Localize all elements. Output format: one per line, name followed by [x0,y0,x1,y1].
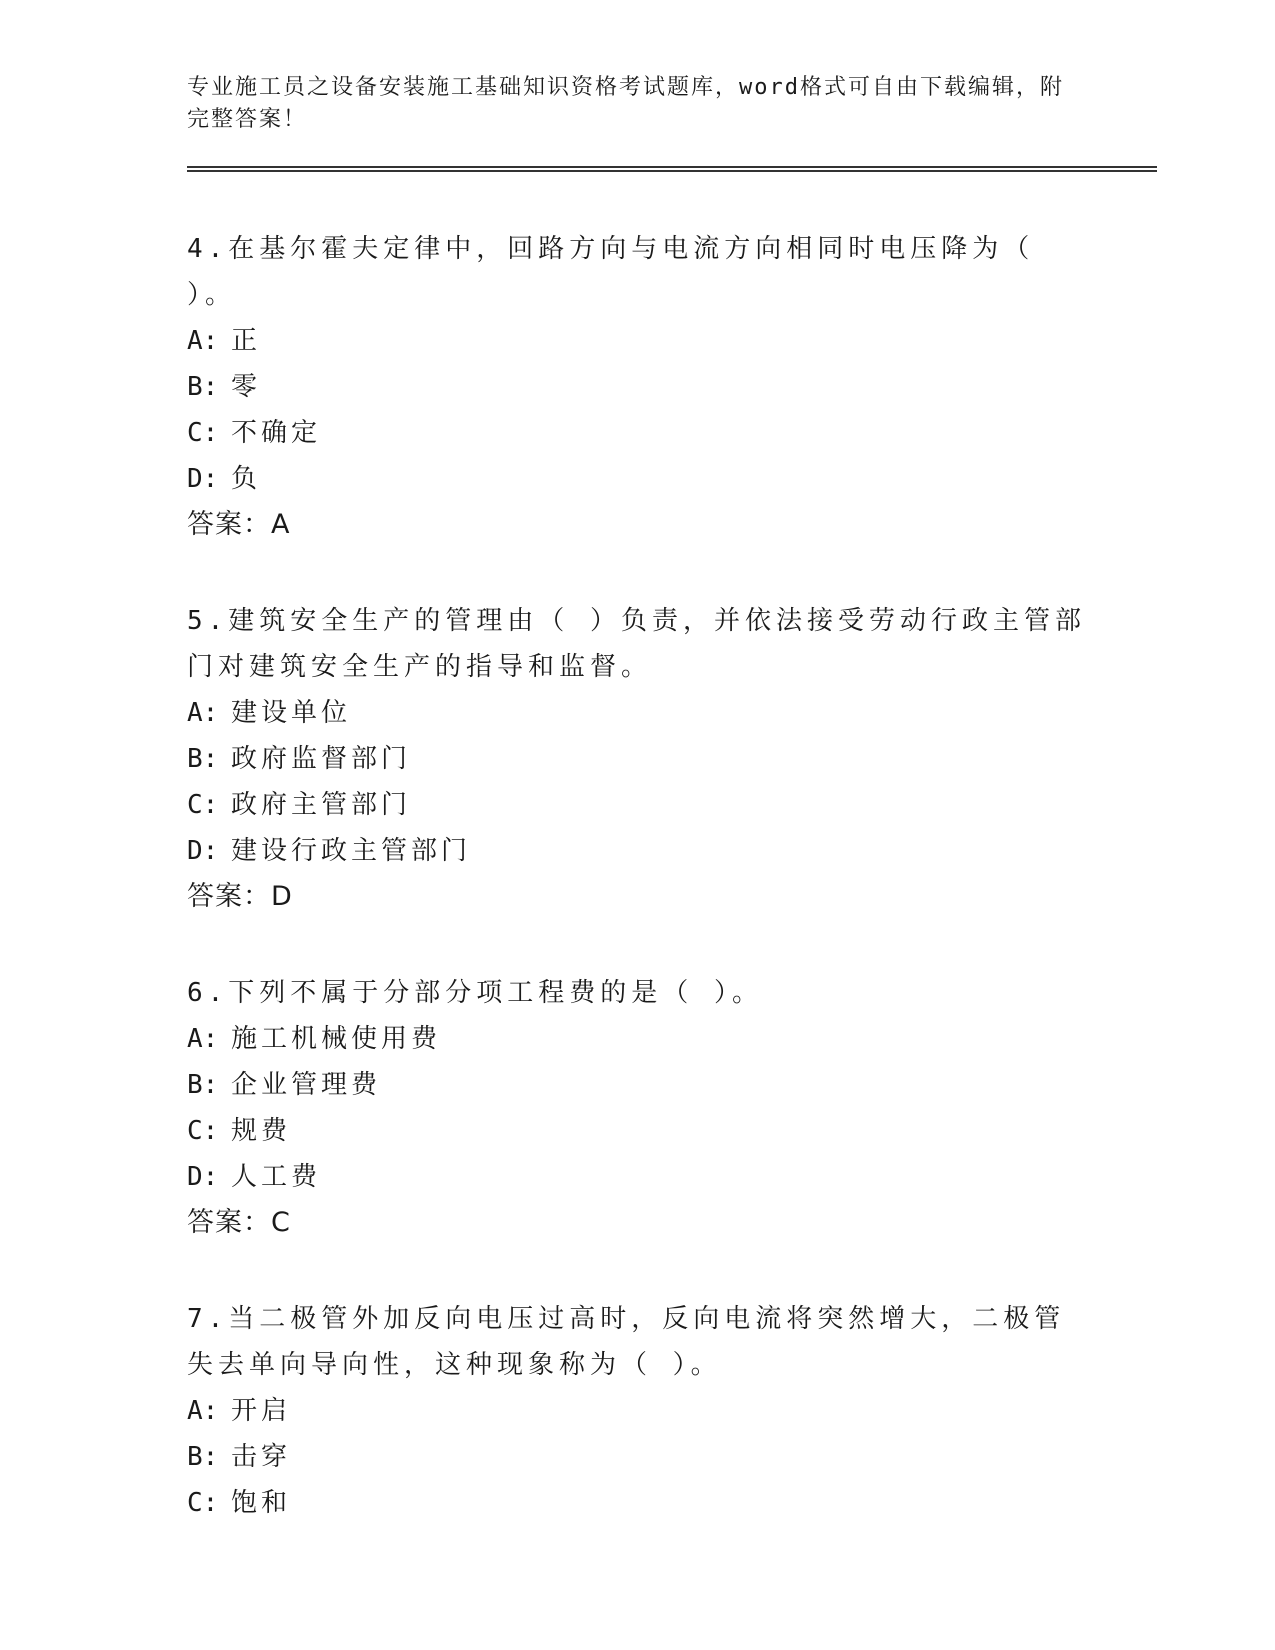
option-text: 政府监督部门 [231,744,412,774]
option-key: B: [187,1442,219,1472]
question-6 [187,970,1157,1246]
option-key: A: [187,1024,219,1054]
question-5 [187,598,1157,920]
answer-line: 答案：D [187,881,293,912]
option-b [187,364,1157,410]
option-text: 开启 [231,1396,292,1426]
option-a [187,318,1157,364]
option-c [187,782,1157,828]
option-text: 饱和 [231,1488,292,1518]
option-b [187,736,1157,782]
option-key: D: [187,464,219,494]
option-text: 建设单位 [231,698,352,728]
option-text: 政府主管部门 [231,790,412,820]
option-key: D: [187,836,219,866]
option-key: D: [187,1162,219,1192]
option-c [187,1480,1157,1526]
option-text: 负 [231,464,262,494]
option-c [187,410,1157,456]
option-text: 正 [231,326,262,356]
question-stem: 4.在基尔霍夫定律中，回路方向与电流方向相同时电压降为（ ）。 [187,234,1035,310]
option-b [187,1062,1157,1108]
option-a [187,1388,1157,1434]
question-stem: 5.建筑安全生产的管理由（ ）负责，并依法接受劳动行政主管部门对建筑安全生产的指导和监督。 [187,606,1086,682]
option-key: C: [187,790,219,820]
option-key: A: [187,326,219,356]
option-key: C: [187,418,219,448]
option-text: 规费 [231,1116,292,1146]
header-divider [187,166,1157,172]
option-key: C: [187,1116,219,1146]
option-a [187,690,1157,736]
question-7 [187,1296,1157,1526]
option-d [187,828,1157,874]
option-b [187,1434,1157,1480]
option-c [187,1108,1157,1154]
option-text: 人工费 [231,1162,322,1192]
option-key: B: [187,1070,219,1100]
option-key: B: [187,372,219,402]
option-a [187,1016,1157,1062]
option-text: 施工机械使用费 [231,1024,442,1054]
option-key: C: [187,1488,219,1518]
question-4 [187,226,1157,548]
option-text: 建设行政主管部门 [231,836,472,866]
option-key: B: [187,744,219,774]
document-header: 专业施工员之设备安装施工基础知识资格考试题库，word格式可自由下载编辑，附完整答案！ [187,75,1064,132]
option-key: A: [187,698,219,728]
question-stem: 6.下列不属于分部分项工程费的是（ ）。 [187,978,763,1008]
option-text: 零 [231,372,262,402]
option-text: 击穿 [231,1442,292,1472]
option-d [187,456,1157,502]
option-text: 不确定 [231,418,322,448]
document-page [187,72,1157,1526]
option-key: A: [187,1396,219,1426]
option-d [187,1154,1157,1200]
answer-line: 答案：C [187,1207,291,1238]
answer-line: 答案：A [187,509,291,540]
option-text: 企业管理费 [231,1070,382,1100]
question-stem: 7.当二极管外加反向电压过高时，反向电流将突然增大，二极管失去单向导向性，这种现象称为（ ）。 [187,1304,1066,1380]
